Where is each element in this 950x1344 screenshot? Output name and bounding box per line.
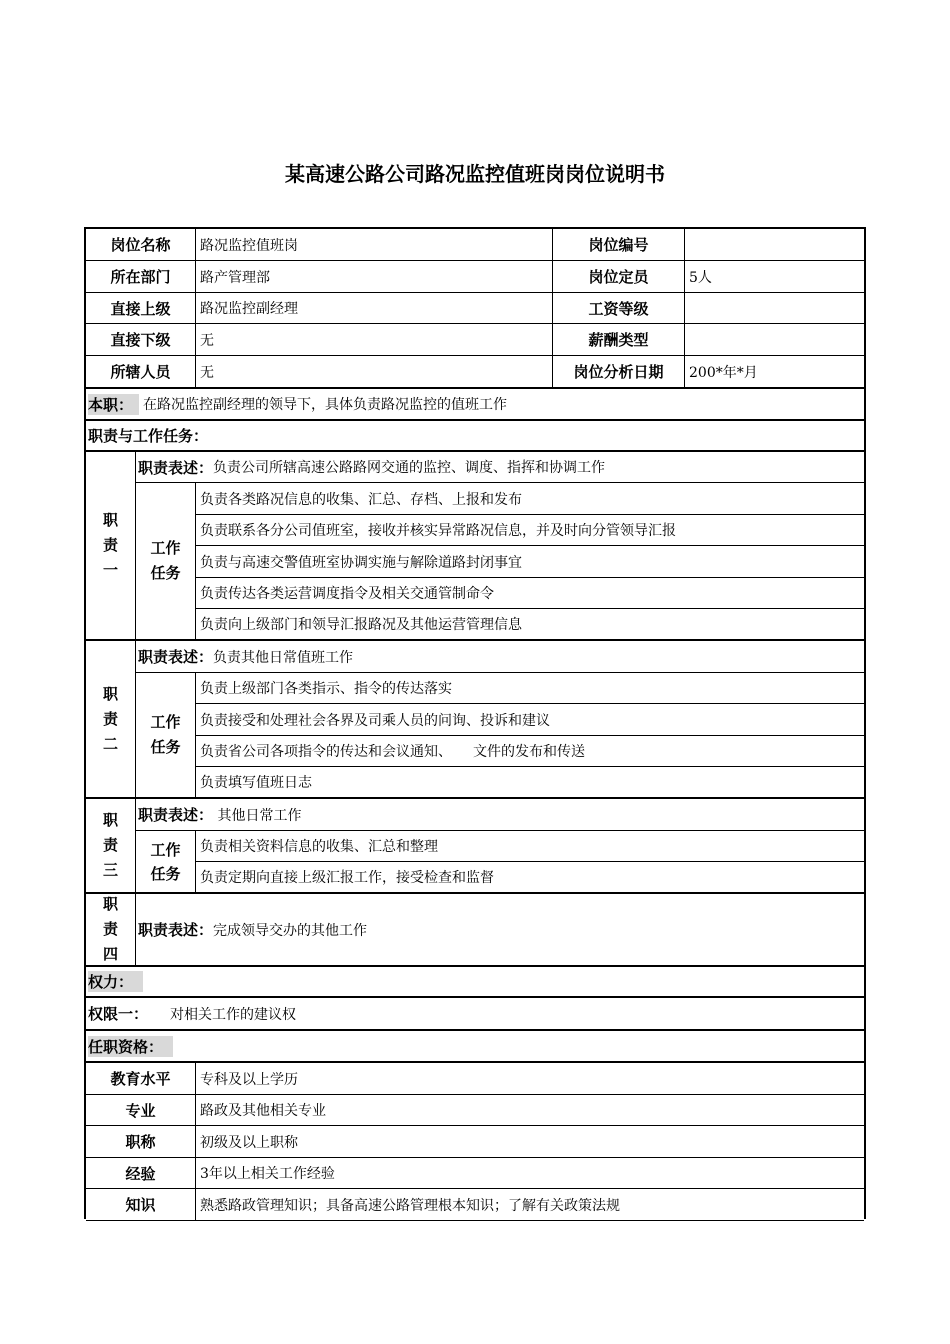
duty-4-name — [86, 894, 136, 967]
duty-1-task-4: 负责传达各类运营调度指令及相关交通管制命令 — [196, 578, 864, 609]
value-experience: 3年以上相关工作经验 — [196, 1158, 864, 1189]
duty-3-task-label: 工作任务 — [150, 840, 181, 883]
value-department: 路产管理部 — [196, 261, 553, 293]
duty-1-name — [86, 452, 136, 641]
duty-3-task-1: 负责相关资料信息的收集、汇总和整理 — [196, 831, 864, 862]
duty-2-statement: 负责其他日常值班工作 — [213, 649, 354, 666]
value-staff-under: 无 — [196, 356, 553, 389]
label-direct-superior: 直接上级 — [86, 293, 196, 324]
duty-4-statement-row — [136, 894, 864, 967]
main-duty-text: 在路况监控副经理的领导下，具体负责路况监控的值班工作 — [143, 397, 508, 413]
duties-header: 职责与工作任务： — [88, 427, 209, 445]
label-staff-under: 所辖人员 — [86, 356, 196, 389]
duty-2-task-1: 负责上级部门各类指示、指令的传达落实 — [196, 673, 864, 704]
value-major: 路政及其他相关专业 — [196, 1095, 864, 1126]
duty-3-statement-row — [136, 799, 864, 831]
duty-1-task-2: 负责联系各分公司值班室，接收并核实异常路况信息，并及时向分管领导汇报 — [196, 515, 864, 546]
label-title: 职称 — [86, 1126, 196, 1158]
main-duty-label: 本职： — [88, 394, 139, 415]
label-direct-subordinate: 直接下级 — [86, 324, 196, 356]
duty-1-task-1: 负责各类路况信息的收集、汇总、存档、上报和发布 — [196, 483, 864, 515]
value-headcount: 5人 — [685, 261, 864, 293]
duty-4-statement-label: 职责表述： — [138, 921, 214, 939]
value-title: 初级及以上职称 — [196, 1126, 864, 1158]
duty-1-task-label: 工作任务 — [150, 539, 181, 582]
duty-3-name — [86, 799, 136, 894]
main-duty-row — [86, 389, 864, 421]
value-education: 专科及以上学历 — [196, 1063, 864, 1095]
label-experience: 经验 — [86, 1158, 196, 1189]
duty-2-task-label: 工作任务 — [150, 713, 181, 756]
value-position-name: 路况监控值班岗 — [196, 229, 553, 261]
duty-1-task-3: 负责与高速交警值班室协调实施与解除道路封闭事宜 — [196, 546, 864, 578]
power-text: 对相关工作的建议权 — [170, 1006, 297, 1023]
duty-4-label: 职责四 — [102, 895, 118, 963]
label-department: 所在部门 — [86, 261, 196, 293]
label-salary-grade: 工资等级 — [553, 293, 685, 324]
label-position-code: 岗位编号 — [553, 229, 685, 261]
duty-4-statement: 完成领导交办的其他工作 — [213, 922, 368, 939]
value-pay-type — [685, 324, 864, 356]
duty-1-statement: 负责公司所辖高速公路路网交通的监控、调度、指挥和协调工作 — [213, 460, 606, 476]
duty-3-label: 职责三 — [102, 811, 118, 879]
label-education: 教育水平 — [86, 1063, 196, 1095]
duty-2-label: 职责二 — [102, 684, 118, 753]
duties-header-row — [86, 421, 864, 452]
label-knowledge: 知识 — [86, 1189, 196, 1221]
duty-1-label: 职责一 — [102, 511, 118, 579]
value-knowledge: 熟悉路政管理知识；具备高速公路管理根本知识；了解有关政策法规 — [196, 1189, 864, 1221]
duty-1-statement-row — [136, 452, 864, 483]
document-title: 某高速公路公司路况监控值班岗岗位说明书 — [285, 162, 665, 186]
value-salary-grade — [685, 293, 864, 324]
label-major: 专业 — [86, 1095, 196, 1126]
duty-2-task-4: 负责填写值班日志 — [196, 767, 864, 799]
duty-3-task-2: 负责定期向直接上级汇报工作，接受检查和监督 — [196, 862, 864, 894]
duty-2-name — [86, 641, 136, 799]
duty-2-task-3: 负责省公司各项指令的传达和会议通知、 文件的发布和传送 — [196, 736, 864, 767]
power-label: 权限一： — [88, 1005, 149, 1023]
power-header: 权力： — [88, 971, 143, 992]
qualification-header-row — [86, 1031, 864, 1063]
value-direct-superior: 路况监控副经理 — [196, 293, 553, 324]
label-headcount: 岗位定员 — [553, 261, 685, 293]
label-position-name: 岗位名称 — [86, 229, 196, 261]
duty-2-task-label-cell — [136, 673, 196, 799]
value-position-code — [685, 229, 864, 261]
duty-1-task-label-cell — [136, 483, 196, 641]
duty-2-statement-row — [136, 641, 864, 673]
value-analysis-date: 200*年*月 — [685, 356, 864, 389]
label-analysis-date: 岗位分析日期 — [553, 356, 685, 389]
duty-3-statement: 其他日常工作 — [213, 807, 302, 824]
label-pay-type: 薪酬类型 — [553, 324, 685, 356]
duty-3-task-label-cell — [136, 831, 196, 894]
duty-2-statement-label: 职责表述： — [138, 648, 214, 666]
duty-1-task-5: 负责向上级部门和领导汇报路况及其他运营管理信息 — [196, 609, 864, 641]
power-row — [86, 998, 864, 1031]
duty-1-statement-label: 职责表述： — [138, 458, 214, 477]
duty-3-statement-label: 职责表述： — [138, 806, 214, 824]
value-direct-subordinate: 无 — [196, 324, 553, 356]
duty-2-task-2: 负责接受和处理社会各界及司乘人员的问询、投诉和建议 — [196, 704, 864, 736]
qualification-header: 任职资格： — [88, 1036, 173, 1057]
power-header-row — [86, 967, 864, 998]
job-description-table — [84, 227, 866, 1219]
